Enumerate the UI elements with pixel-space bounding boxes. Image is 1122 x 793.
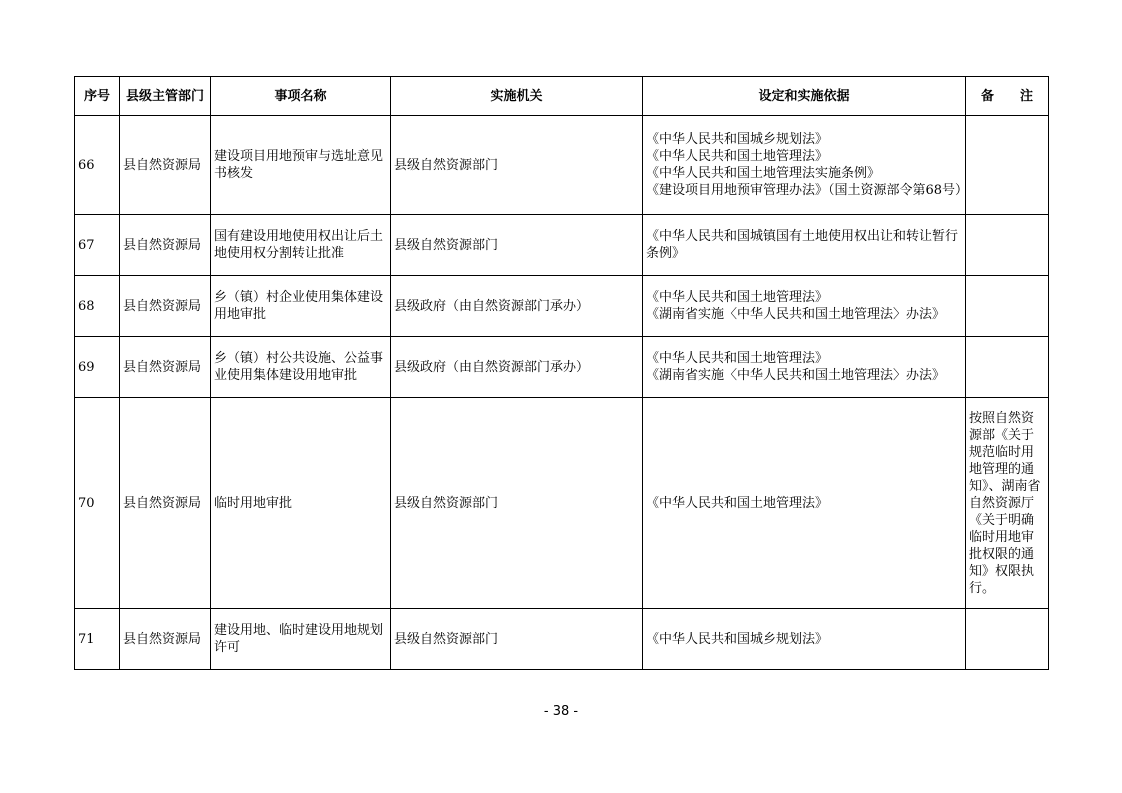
row-item: 建设项目用地预审与选址意见书核发 [211, 116, 391, 215]
row-no: 71 [75, 609, 120, 670]
basis-line: 《中华人民共和国土地管理法》 [646, 495, 829, 511]
table-row [75, 116, 1049, 215]
page-number: - 38 - [543, 704, 579, 719]
row-note [966, 215, 1049, 276]
row-basis [643, 337, 966, 398]
basis-line: 《湖南省实施〈中华人民共和国土地管理法〉办法》 [646, 368, 946, 383]
row-basis [643, 398, 966, 609]
row-no: 70 [75, 398, 120, 609]
row-dept: 县自然资源局 [120, 337, 211, 398]
row-no: 67 [75, 215, 120, 276]
row-item: 乡（镇）村公共设施、公益事业使用集体建设用地审批 [211, 337, 391, 398]
row-agency: 县级自然资源部门 [391, 398, 643, 609]
row-note: 按照自然资源部《关于规范临时用地管理的通知》、湖南省自然资源厅《关于明确临时用地审批权限的通知》权限执行。 [966, 398, 1049, 609]
row-dept: 县自然资源局 [120, 215, 211, 276]
row-no: 68 [75, 276, 120, 337]
basis-line: 《中华人民共和国城乡规划法》 [646, 631, 829, 647]
basis-line: 《中华人民共和国土地管理法》 [646, 351, 829, 366]
permit-table [74, 76, 1049, 670]
table-row [75, 276, 1049, 337]
basis-line: 《湖南省实施〈中华人民共和国土地管理法〉办法》 [646, 307, 946, 322]
basis-line: 《中华人民共和国土地管理法》 [646, 290, 829, 305]
table-header-row [75, 77, 1049, 116]
row-item: 临时用地审批 [211, 398, 391, 609]
row-dept: 县自然资源局 [120, 609, 211, 670]
header-note: 备 注 [966, 77, 1049, 116]
row-basis [643, 276, 966, 337]
row-item: 建设用地、临时建设用地规划许可 [211, 609, 391, 670]
row-basis [643, 116, 969, 215]
row-dept: 县自然资源局 [120, 116, 211, 215]
basis-line: 《中华人民共和国城乡规划法》 [646, 132, 829, 147]
row-dept: 县自然资源局 [120, 398, 211, 609]
row-item: 乡（镇）村企业使用集体建设用地审批 [211, 276, 391, 337]
row-no: 66 [75, 116, 120, 215]
basis-line: 《中华人民共和国土地管理法实施条例》 [646, 166, 881, 181]
basis-line: 《建设项目用地预审管理办法》（国土资源部令第68号） [646, 183, 969, 198]
basis-line: 《中华人民共和国城镇国有土地使用权出让和转让暂行条例》 [646, 229, 959, 261]
row-note [966, 276, 1049, 337]
row-agency: 县级自然资源部门 [391, 215, 643, 276]
row-note [966, 609, 1049, 670]
basis-line: 《中华人民共和国土地管理法》 [646, 149, 829, 164]
row-dept: 县自然资源局 [120, 276, 211, 337]
table-row [75, 215, 1049, 276]
table-row [75, 398, 1049, 609]
row-item: 国有建设用地使用权出让后土地使用权分割转让批准 [211, 215, 391, 276]
row-basis [643, 609, 966, 670]
row-note [966, 337, 1049, 398]
row-agency: 县级政府（由自然资源部门承办） [391, 337, 643, 398]
row-basis [643, 215, 966, 276]
table-row [75, 337, 1049, 398]
header-agency: 实施机关 [391, 77, 643, 116]
header-dept: 县级主管部门 [120, 77, 211, 116]
header-basis: 设定和实施依据 [643, 77, 966, 116]
row-agency: 县级政府（由自然资源部门承办） [391, 276, 643, 337]
row-agency: 县级自然资源部门 [391, 609, 643, 670]
header-no: 序号 [75, 77, 120, 116]
header-item: 事项名称 [211, 77, 391, 116]
row-agency: 县级自然资源部门 [391, 116, 643, 215]
table-row [75, 609, 1049, 670]
row-no: 69 [75, 337, 120, 398]
row-note [966, 116, 1049, 215]
